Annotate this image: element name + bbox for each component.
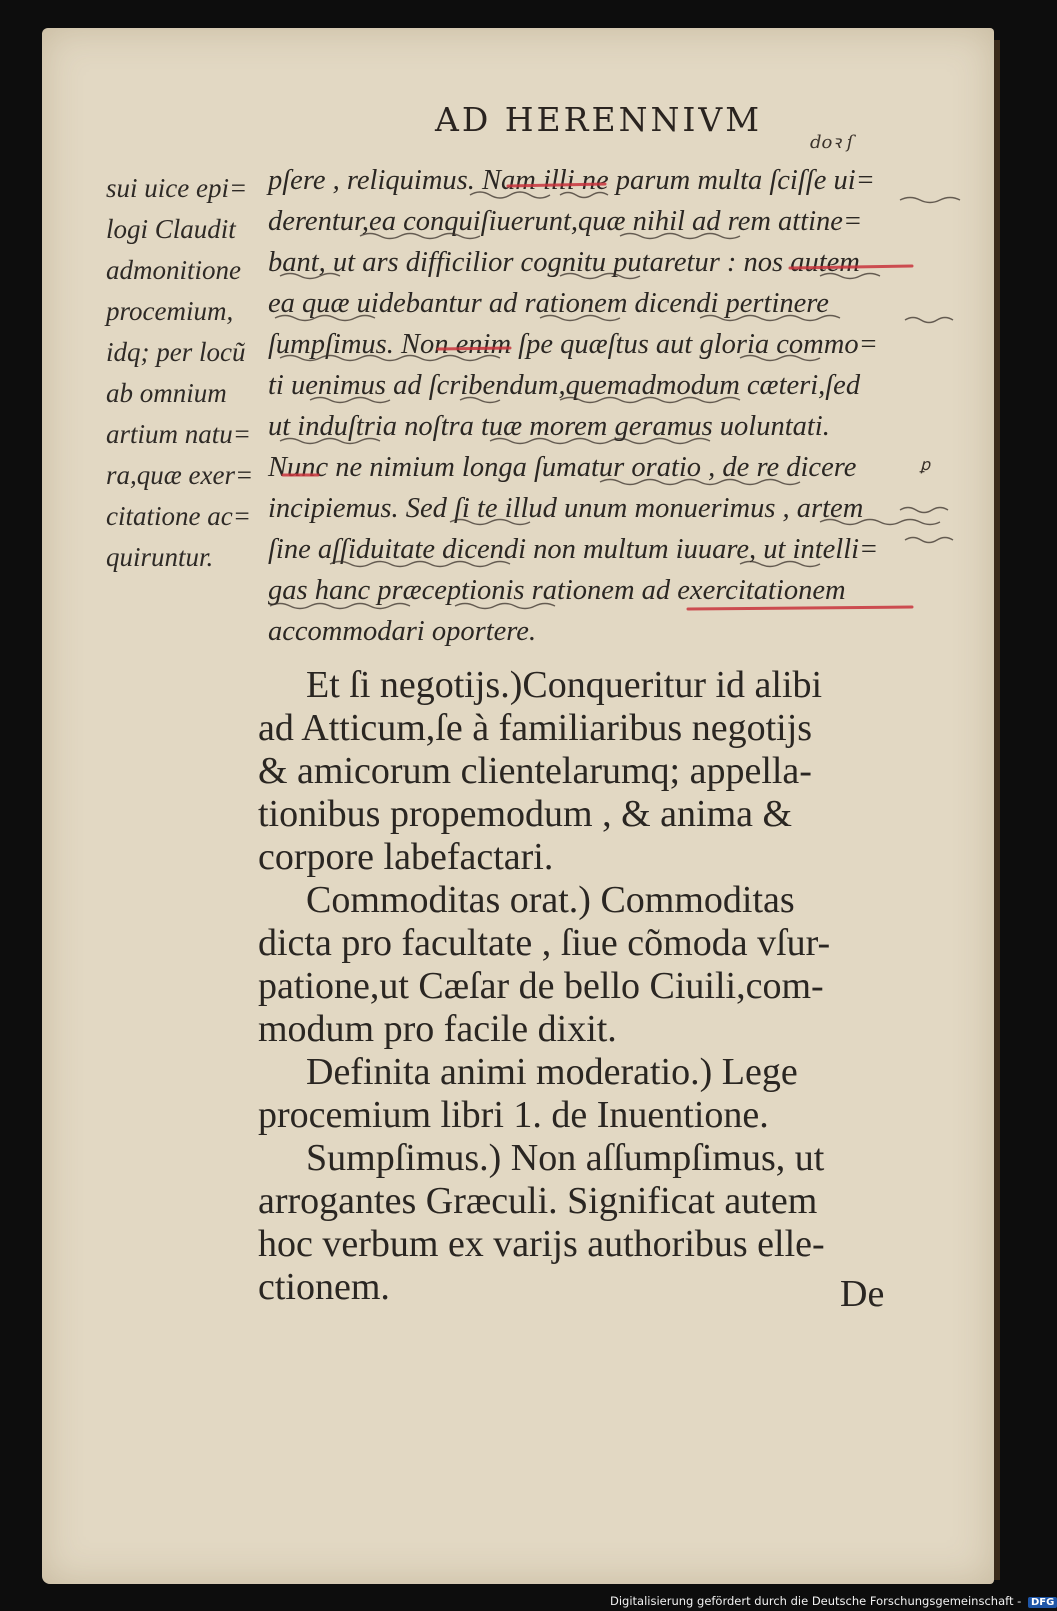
main-text-line: pſere , reliquimus. Nam illi ne parum multa ſciſſe ui= [268,165,875,196]
main-text-line: bant, ut ars difficilior cognitu putaretur : nos autem [268,247,860,278]
running-head: AD HERENNIVM [435,100,762,139]
commentary-line: procemium libri 1. de Inuentione. [258,1094,769,1136]
margin-note-line: admonitione [106,255,241,285]
main-text-line: ſine aſſiduitate dicendi non multum iuuare, ut intelli= [268,534,879,565]
margin-note-line: sui uice epi= [106,173,248,203]
margin-note-line: ra,quæ exer= [106,460,254,490]
commentary-line: Sumpſimus.) Non aſſumpſimus, ut [306,1137,825,1179]
main-text-line: ſumpſimus. Non enim ſpe quæſtus aut gloria commo= [268,329,878,360]
main-text-line: Nunc ne nimium longa ſumatur oratio , de re dicere [268,452,857,483]
commentary-line: Et ſi negotijs.)Conqueritur id alibi [306,664,823,706]
margin-note-line: artium natu= [106,419,251,449]
margin-note-line: citatione ac= [106,501,251,531]
dfg-logo: DFG [1028,1597,1057,1608]
main-text-line: ut induſtria noſtra tuæ morem geramus uoluntati. [268,411,830,442]
footer-text: Digitalisierung gefördert durch die Deutsche Forschungsgemeinschaft - [610,1594,1022,1608]
digitization-footer [610,1594,1057,1608]
commentary-line: & amicorum clientelarumq; appella- [258,750,812,792]
main-text-line: ti uenimus ad ſcribendum,quemadmodum cæteri,ſed [268,370,861,401]
commentary-line: ad Atticum,ſe à familiaribus negotijs [258,707,813,749]
commentary-line: hoc verbum ex varijs authoribus elle- [258,1223,825,1265]
main-text-line: ea quæ uidebantur ad rationem dicendi pertinere [268,288,829,319]
commentary-block [258,664,918,1309]
margin-note-line: procemium, [106,296,234,326]
main-text-line: accommodari oportere. [268,616,537,647]
commentary-line: tionibus propemodum , & anima & [258,793,793,835]
commentary-line: dicta pro facultate , ſiue cõmoda vſur- [258,922,831,964]
commentary-line: corpore labefactari. [258,836,554,878]
main-text-line: derentur,ea conquiſiuerunt,quæ nihil ad rem attine= [268,206,863,237]
commentary-line: Commoditas orat.) Commoditas [306,879,795,921]
svg-text:doꝛ ſ: doꝛ ſ [810,132,854,153]
commentary-line: arrogantes Græculi. Significat autem [258,1180,818,1222]
commentary-line: ctionem. [258,1266,390,1308]
commentary-line: Definita animi moderatio.) Lege [306,1051,798,1093]
catchword: De [840,1273,885,1315]
margin-note-line: idq; per locũ [106,337,246,367]
svg-text:ꝑ: ꝑ [920,455,931,474]
main-text-line: incipiemus. Sed ſi te illud unum monuerimus , artem [268,493,864,524]
margin-note-line: ab omnium [106,378,227,408]
margin-note-line: quiruntur. [106,542,214,572]
main-text-line: gas hanc præceptionis rationem ad exercitationem [268,575,846,606]
commentary-line: modum pro facile dixit. [258,1008,617,1050]
commentary-line: patione,ut Cæſar de bello Ciuili,com- [258,965,824,1007]
margin-note-line: logi Claudit [106,214,236,244]
